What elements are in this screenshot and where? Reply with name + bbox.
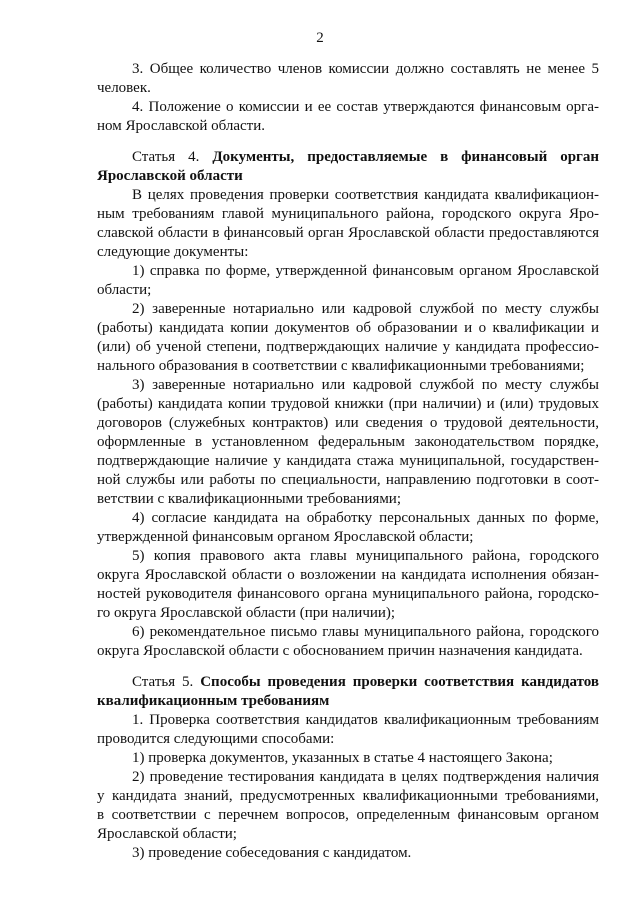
text-line: 5) копия правового акта главы муниципального района, городского [132, 548, 599, 564]
text-line: следующие документы: [97, 244, 249, 260]
text-line: ным требованиям главой муниципального района, городского округа Яро- [97, 206, 599, 222]
text-line: ном Ярославской области. [97, 118, 266, 134]
text-line: В целях проведения проверки соответствия кандидата квалификацион- [132, 187, 599, 203]
text-line: 2) проведение тестирования кандидата в целях подтверждения наличия [132, 769, 599, 785]
text-line: округа Ярославской области о возложении на кандидата исполнения обязан- [97, 567, 599, 583]
text-line: го округа Ярославской области (при наличии); [97, 605, 396, 621]
text-line: проводится следующими способами: [97, 731, 335, 747]
article-heading-line [97, 168, 599, 185]
text-line: ветствии с квалификационными требованиями; [97, 491, 402, 507]
text-line: подтверждающие наличие у кандидата стажа муниципальной, государствен- [97, 453, 599, 469]
article-title: квалификационным требованиям [97, 693, 330, 709]
article-title: Способы проведения проверки соответствия кандидатов [200, 674, 599, 690]
text-line: 3. Общее количество членов комиссии должно составлять не менее 5 [132, 61, 599, 77]
article-heading-line [132, 149, 599, 166]
article-number: Статья 5. [132, 674, 201, 690]
text-line: утвержденной финансовым органом Ярославской области; [97, 529, 474, 545]
text-line: 1. Проверка соответствия кандидатов квалификационным требованиям [132, 712, 599, 728]
text-line: 1) проверка документов, указанных в статье 4 настоящего Закона; [132, 750, 553, 766]
text-line: Ярославской области; [97, 826, 237, 842]
text-line: (работы) кандидата копии документов об образовании и о квалификации и [97, 320, 599, 336]
article-title: Ярославской области [97, 168, 243, 184]
text-line: человек. [97, 80, 151, 96]
text-line: (работы) кандидата копии трудовой книжки (при наличии) и (или) трудовых [97, 396, 599, 412]
text-line: нального образования в соответствии с квалификационными требованиями; [97, 358, 585, 374]
text-line: ной службы или работы по специальности, направлению подготовки в соот- [97, 472, 599, 488]
text-line: 3) проведение собеседования с кандидатом. [132, 845, 412, 861]
text-line: в соответствии с перечнем вопросов, определенным финансовым органом [97, 807, 599, 823]
text-line: 6) рекомендательное письмо главы муниципального района, городского [132, 624, 599, 640]
article-number: Статья 4. [132, 149, 213, 165]
text-line: у кандидата знаний, предусмотренных квалификационными требованиями, [97, 788, 599, 804]
text-line: 4. Положение о комиссии и ее состав утверждаются финансовым орга- [132, 99, 599, 115]
text-line: округа Ярославской области с обоснованием причин назначения кандидата. [97, 643, 583, 659]
text-line: 3) заверенные нотариально или кадровой службой по месту службы [132, 377, 599, 393]
text-line: славской области в финансовый орган Ярославской области предоставляются [97, 225, 599, 241]
text-line: 1) справка по форме, утвержденной финансовым органом Ярославской [132, 263, 599, 279]
text-line: (или) об ученой степени, подтверждающих наличие у кандидата профессио- [97, 339, 599, 355]
text-line: оформленные в установленном федеральным законодательством порядке, [97, 434, 599, 450]
text-line: 4) согласие кандидата на обработку персональных данных по форме, [132, 510, 599, 526]
article-heading-line [132, 674, 599, 691]
article-title: Документы, предоставляемые в финансовый орган [212, 149, 599, 165]
article-heading-line [97, 693, 599, 710]
page-number: 2 [316, 30, 324, 46]
text-line: договоров (служебных контрактов) или сведения о трудовой деятельности, [97, 415, 599, 431]
text-line: ностей руководителя финансового органа муниципального района, городско- [97, 586, 599, 602]
text-line: области; [97, 282, 152, 298]
text-line: 2) заверенные нотариально или кадровой службой по месту службы [132, 301, 599, 317]
